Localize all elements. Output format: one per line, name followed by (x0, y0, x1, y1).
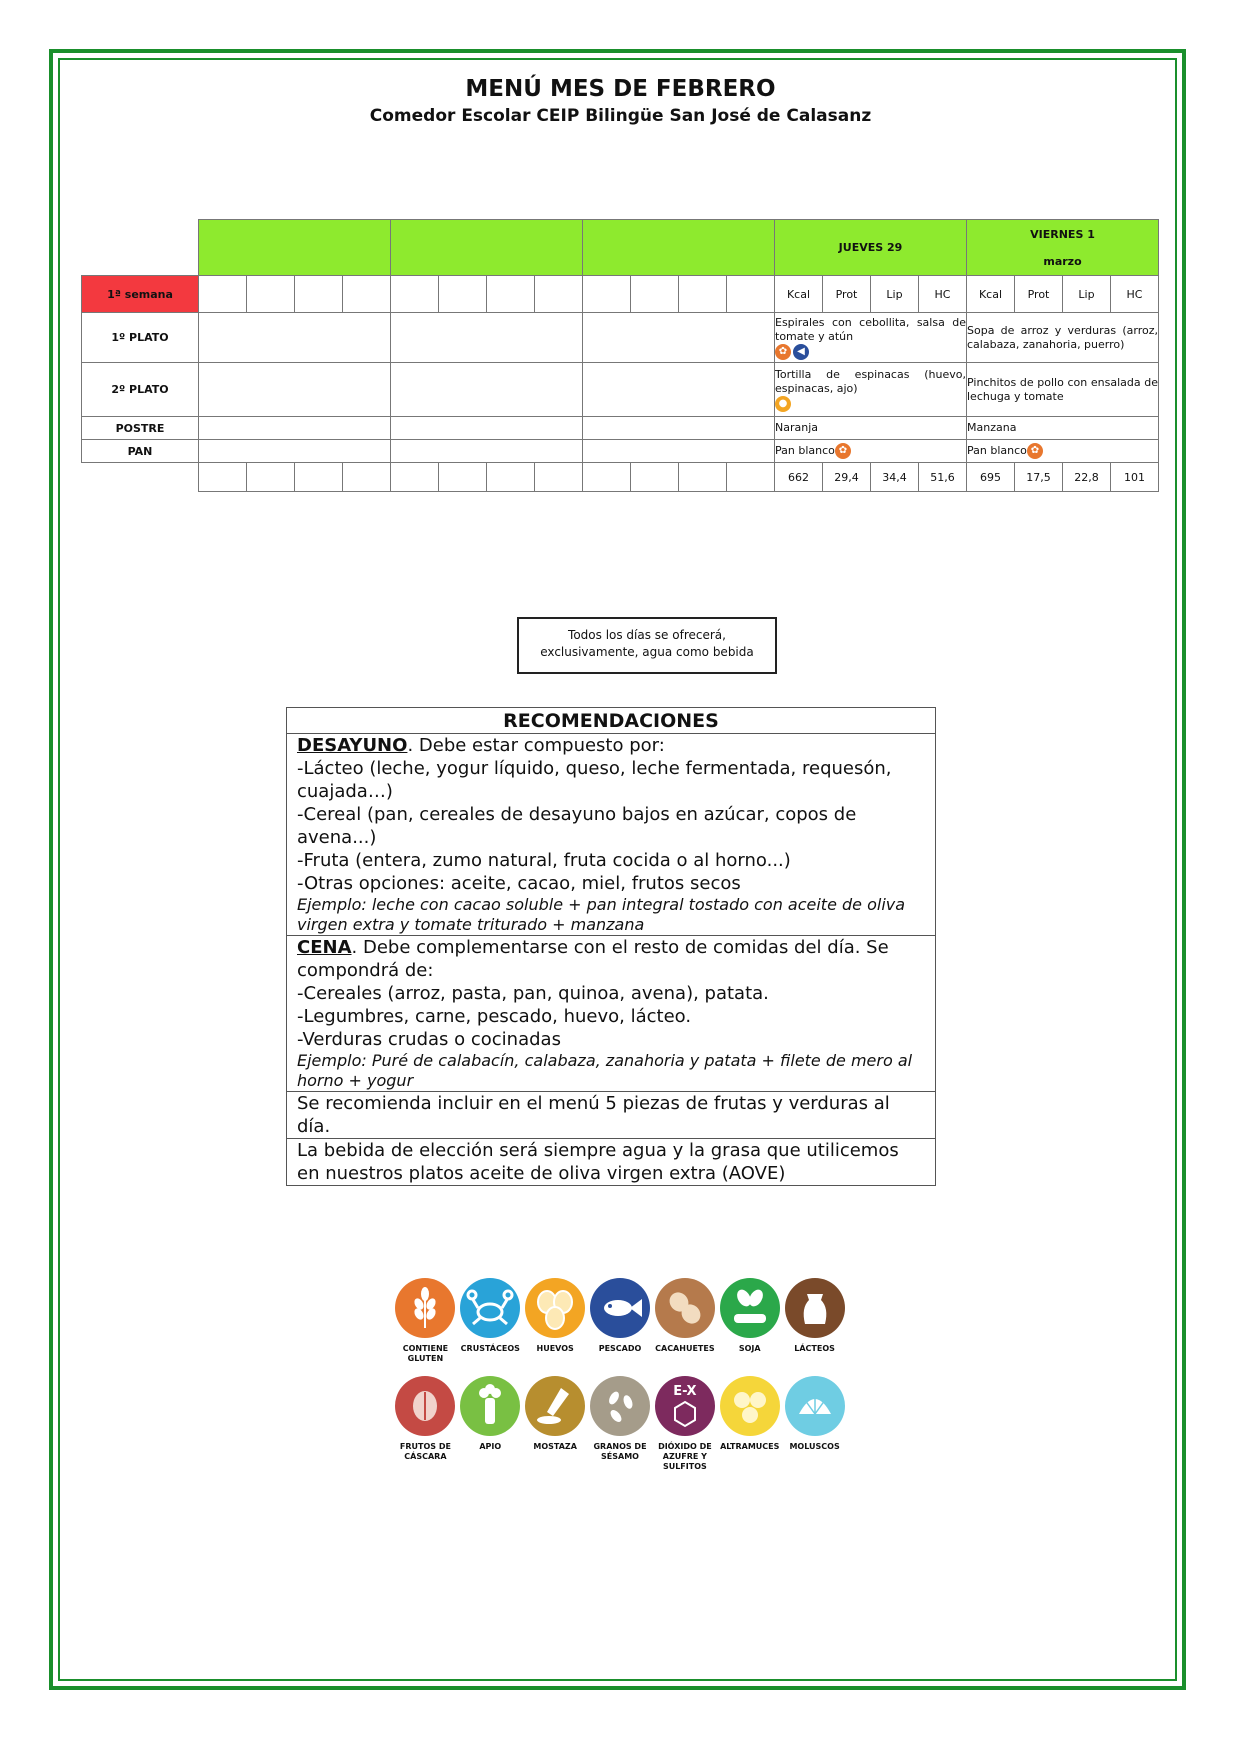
week-label: 1ª semana (82, 276, 199, 313)
thursday-pan-text: Pan blanco (775, 444, 835, 457)
water-note-line1: Todos los días se ofrecerá, (568, 628, 726, 642)
day-header-2 (391, 220, 583, 276)
cena-line: -Legumbres, carne, pescado, huevo, lácteo. (297, 1006, 692, 1027)
fish-icon: ◀ (793, 344, 809, 360)
day-header-friday (967, 220, 1159, 276)
water-note (517, 617, 777, 674)
menu-table (81, 219, 1159, 492)
lupin-icon (720, 1376, 780, 1436)
day-header-thursday-label: JUEVES 29 (838, 241, 903, 254)
fish-icon (590, 1278, 650, 1338)
sulfite-icon (655, 1376, 715, 1436)
cena-line: -Verduras crudas o cocinadas (297, 1029, 561, 1050)
recommendations-title: RECOMENDACIONES (287, 708, 936, 734)
desayuno-intro: . Debe estar compuesto por: (407, 735, 665, 756)
soy-icon (720, 1278, 780, 1338)
desayuno-heading: DESAYUNO (297, 735, 408, 756)
thursday-plato1 (775, 313, 967, 363)
mustard-icon (525, 1376, 585, 1436)
thursday-lip: 34,4 (871, 463, 919, 492)
gluten-icon: ✿ (835, 443, 851, 459)
nutrient-header: HC (919, 276, 967, 313)
friday-postre: Manzana (967, 417, 1159, 440)
day-header-thursday (775, 220, 967, 276)
allergen-label: MOLUSCOS (789, 1442, 840, 1451)
crab-icon (460, 1278, 520, 1338)
nutrient-header: HC (1111, 276, 1159, 313)
allergen-label: PESCADO (598, 1344, 642, 1353)
nutrient-header: Lip (871, 276, 919, 313)
day-header-friday-label: VIERNES 1 (1030, 227, 1095, 241)
allergen-label: ALTRAMUCES (720, 1442, 780, 1451)
thursday-kcal: 662 (775, 463, 823, 492)
gluten-icon: ✿ (775, 344, 791, 360)
allergen-row (395, 1278, 845, 1364)
allergen-label: SOJA (738, 1344, 761, 1353)
thursday-postre: Naranja (775, 417, 967, 440)
allergen-frutos-cascara (395, 1376, 456, 1472)
eggs-icon: ● (775, 396, 791, 412)
peanut-icon (655, 1278, 715, 1338)
thursday-plato2 (775, 363, 967, 417)
allergen-label: MOSTAZA (533, 1442, 577, 1451)
allergen-label: LÁCTEOS (794, 1344, 835, 1353)
allergen-row (395, 1376, 845, 1472)
day-header-3 (583, 220, 775, 276)
friday-prot: 17,5 (1015, 463, 1063, 492)
friday-kcal: 695 (967, 463, 1015, 492)
water-note-line2: exclusivamente, agua como bebida (540, 645, 754, 659)
row-label-pan: PAN (82, 440, 199, 463)
friday-plato1: Sopa de arroz y verduras (arroz, calabaza, zanahoria, puerro) (967, 313, 1159, 363)
recommendations-table (286, 707, 936, 1186)
allergen-label: HUEVOS (536, 1344, 574, 1353)
thursday-plato1-text: Espirales con cebollita, salsa de tomate y atún (775, 315, 966, 343)
friday-lip: 22,8 (1063, 463, 1111, 492)
row-label-postre: POSTRE (82, 417, 199, 440)
allergen-label: DIÓXIDO DE AZUFRE Y SULFITOS (658, 1442, 712, 1471)
row-label-plato2: 2º PLATO (82, 363, 199, 417)
desayuno-line: -Otras opciones: aceite, cacao, miel, frutos secos (297, 873, 741, 894)
allergen-gluten (395, 1278, 456, 1364)
nutrient-header: Prot (823, 276, 871, 313)
nutrient-header: Prot (1015, 276, 1063, 313)
page-title: MENÚ MES DE FEBRERO (465, 76, 776, 102)
desayuno-section (287, 734, 936, 936)
allergen-huevos (525, 1278, 586, 1364)
thursday-prot: 29,4 (823, 463, 871, 492)
cena-heading: CENA (297, 937, 352, 958)
allergen-pescado (590, 1278, 651, 1364)
nut-icon (395, 1376, 455, 1436)
shell-icon (785, 1376, 845, 1436)
cena-intro: . Debe complementarse con el resto de comidas del día. Se compondrá de: (297, 937, 889, 981)
milk-jug-icon (785, 1278, 845, 1338)
cena-example: Ejemplo: Puré de calabacín, calabaza, zanahoria y patata + filete de mero al horno + yogur (297, 1051, 913, 1090)
allergen-lacteos (784, 1278, 845, 1364)
sulfite-symbol: E-X (673, 1384, 697, 1399)
allergen-label: CRUSTÁCEOS (460, 1344, 520, 1353)
allergen-sesamo (590, 1376, 651, 1472)
nutrient-header: Kcal (775, 276, 823, 313)
allergen-cacahuetes (654, 1278, 715, 1364)
allergen-altramuces (719, 1376, 780, 1472)
sesame-icon (590, 1376, 650, 1436)
table-corner (82, 220, 199, 276)
nutrient-header: Kcal (967, 276, 1015, 313)
allergen-legend (395, 1278, 845, 1484)
row-label-plato1: 1º PLATO (82, 313, 199, 363)
page-subtitle: Comedor Escolar CEIP Bilingüe San José de Calasanz (369, 106, 872, 126)
day-header-1 (199, 220, 391, 276)
thursday-plato2-text: Tortilla de espinacas (huevo, espinacas, ajo) (775, 367, 966, 395)
wheat-icon (395, 1278, 455, 1338)
allergen-label: GRANOS DE SÉSAMO (593, 1442, 647, 1461)
allergen-apio (460, 1376, 521, 1472)
allergen-label: FRUTOS DE CÁSCARA (399, 1442, 451, 1461)
desayuno-line: -Cereal (pan, cereales de desayuno bajos en azúcar, copos de avena...) (297, 804, 857, 848)
allergen-moluscos (784, 1376, 845, 1472)
thursday-hc: 51,6 (919, 463, 967, 492)
allergen-mostaza (525, 1376, 586, 1472)
drink-note: La bebida de elección será siempre agua y la grasa que utilicemos en nuestros platos aceite de oliva virgen extra (AOVE) (287, 1139, 936, 1186)
eggs-icon (525, 1278, 585, 1338)
nutrient-header: Lip (1063, 276, 1111, 313)
cena-line: -Cereales (arroz, pasta, pan, quinoa, avena), patata. (297, 983, 769, 1004)
allergen-sulfitos (654, 1376, 715, 1472)
thursday-pan (775, 440, 967, 463)
celery-icon (460, 1376, 520, 1436)
friday-plato2: Pinchitos de pollo con ensalada de lechuga y tomate (967, 363, 1159, 417)
allergen-label: CONTIENE GLUTEN (402, 1344, 449, 1363)
desayuno-line: -Lácteo (leche, yogur líquido, queso, leche fermentada, requesón, cuajada…) (297, 758, 892, 802)
friday-pan (967, 440, 1159, 463)
gluten-icon: ✿ (1027, 443, 1043, 459)
allergen-soja (719, 1278, 780, 1364)
friday-hc: 101 (1111, 463, 1159, 492)
desayuno-example: Ejemplo: leche con cacao soluble + pan integral tostado con aceite de oliva virgen extra y tomate triturado + manzana (297, 895, 906, 934)
desayuno-line: -Fruta (entera, zumo natural, fruta cocida o al horno...) (297, 850, 791, 871)
allergen-crustaceos (460, 1278, 521, 1364)
day-header-friday-sub: marzo (1043, 254, 1082, 268)
fruit-note: Se recomienda incluir en el menú 5 piezas de frutas y verduras al día. (287, 1092, 936, 1139)
allergen-label: APIO (479, 1442, 502, 1451)
allergen-label: CACAHUETES (655, 1344, 715, 1353)
friday-pan-text: Pan blanco (967, 444, 1027, 457)
cena-section (287, 936, 936, 1092)
